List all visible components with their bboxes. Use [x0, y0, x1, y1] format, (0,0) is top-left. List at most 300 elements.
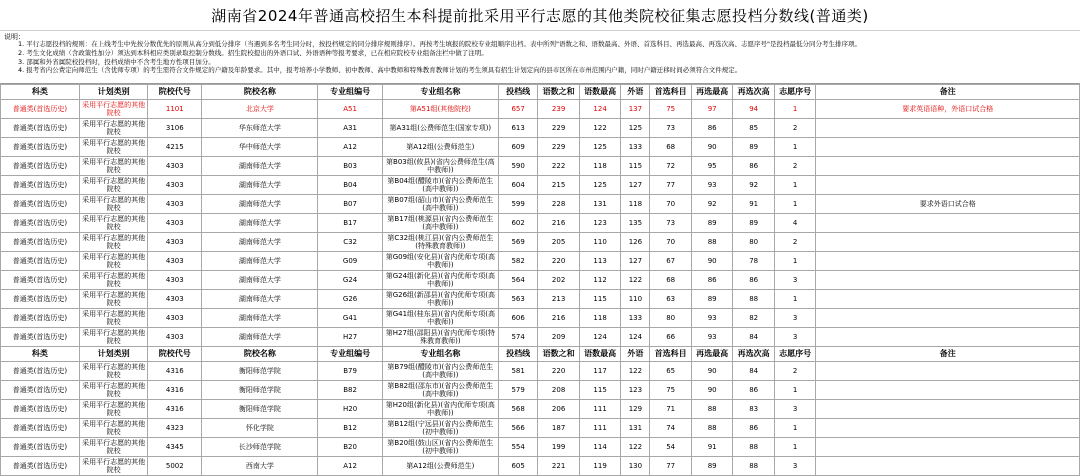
cell-group-no: G24: [318, 271, 382, 290]
cell-shouxuan: 75: [650, 381, 692, 400]
cell-xuhao: 2: [774, 362, 816, 381]
column-header: 院校名称: [202, 347, 318, 362]
cell-zaixuan-second: 94: [733, 100, 775, 119]
cell-yushu-sum: 206: [538, 400, 580, 419]
cell-score: 581: [498, 362, 537, 381]
cell-shouxuan: 54: [650, 438, 692, 457]
cell-zaixuan-second: 92: [733, 176, 775, 195]
cell-zaixuan-max: 86: [691, 119, 733, 138]
cell-kelei: 普通类(首选历史): [1, 214, 80, 233]
cell-group-name: 第A12组(公费师范生): [382, 457, 498, 476]
cell-score: 605: [498, 457, 537, 476]
column-header: 计划类别: [79, 347, 147, 362]
cell-plan-type: 采用平行志愿的其他院校: [79, 362, 147, 381]
cell-school-code: 1101: [148, 100, 202, 119]
cell-school-name: 湖南师范大学: [202, 176, 318, 195]
cell-zaixuan-max: 86: [691, 271, 733, 290]
cell-school-code: 4303: [148, 233, 202, 252]
cell-zaixuan-second: 83: [733, 400, 775, 419]
cell-waiyu: 123: [621, 381, 650, 400]
cell-note: [816, 381, 1080, 400]
cell-xuhao: 3: [774, 457, 816, 476]
cell-zaixuan-max: 89: [691, 214, 733, 233]
cell-waiyu: 122: [621, 271, 650, 290]
cell-group-no: B17: [318, 214, 382, 233]
cell-shouxuan: 67: [650, 252, 692, 271]
cell-yushu-sum: 228: [538, 195, 580, 214]
column-header: 志愿序号: [774, 85, 816, 100]
cell-group-no: B03: [318, 157, 382, 176]
cell-school-code: 4303: [148, 252, 202, 271]
cell-zaixuan-max: 90: [691, 381, 733, 400]
cell-xuhao: 1: [774, 100, 816, 119]
cell-yushu-sum: 229: [538, 138, 580, 157]
cell-yushu-sum: 202: [538, 271, 580, 290]
cell-zaixuan-second: 86: [733, 381, 775, 400]
column-header: 专业组编号: [318, 85, 382, 100]
cell-xuhao: 3: [774, 309, 816, 328]
column-header: 再选最高: [691, 85, 733, 100]
cell-group-no: A31: [318, 119, 382, 138]
cell-yushu-sum: 187: [538, 419, 580, 438]
cell-zaixuan-second: 78: [733, 252, 775, 271]
cell-zaixuan-second: 86: [733, 271, 775, 290]
cell-school-code: 4316: [148, 362, 202, 381]
cell-shouxuan: 70: [650, 233, 692, 252]
column-header: 语数之和: [538, 85, 580, 100]
cell-note: [816, 138, 1080, 157]
cell-zaixuan-second: 85: [733, 119, 775, 138]
cell-school-name: 湖南师范大学: [202, 157, 318, 176]
cell-group-name: 第B04组(醴陵市)(省内公费师范生(高中教师)): [382, 176, 498, 195]
cell-waiyu: 122: [621, 438, 650, 457]
cell-yushu-max: 115: [579, 290, 621, 309]
cell-school-code: 4303: [148, 157, 202, 176]
cell-xuhao: 3: [774, 328, 816, 347]
cell-note: [816, 119, 1080, 138]
cell-shouxuan: 63: [650, 290, 692, 309]
cell-score: 574: [498, 328, 537, 347]
table-row: [1, 119, 1080, 138]
cell-zaixuan-second: 80: [733, 233, 775, 252]
cell-school-name: 衡阳师范学院: [202, 362, 318, 381]
cell-school-code: 4345: [148, 438, 202, 457]
cell-yushu-max: 113: [579, 252, 621, 271]
table-row: [1, 328, 1080, 347]
cell-group-no: G09: [318, 252, 382, 271]
cell-yushu-max: 124: [579, 328, 621, 347]
cell-note: [816, 309, 1080, 328]
cell-kelei: 普通类(首选历史): [1, 400, 80, 419]
column-header: 再选最高: [691, 347, 733, 362]
cell-yushu-sum: 208: [538, 381, 580, 400]
cell-plan-type: 采用平行志愿的其他院校: [79, 328, 147, 347]
cell-xuhao: 3: [774, 271, 816, 290]
cell-xuhao: 1: [774, 290, 816, 309]
cell-school-code: 4215: [148, 138, 202, 157]
cell-school-name: 长沙师范学院: [202, 438, 318, 457]
cell-zaixuan-max: 90: [691, 362, 733, 381]
cell-school-name: 湖南师范大学: [202, 252, 318, 271]
cell-plan-type: 采用平行志愿的其他院校: [79, 100, 147, 119]
cell-xuhao: 4: [774, 214, 816, 233]
cell-kelei: 普通类(首选历史): [1, 271, 80, 290]
cell-school-name: 湖南师范大学: [202, 195, 318, 214]
cell-school-name: 北京大学: [202, 100, 318, 119]
cell-zaixuan-max: 97: [691, 100, 733, 119]
cell-score: 599: [498, 195, 537, 214]
column-header: 外语: [621, 347, 650, 362]
cell-zaixuan-max: 95: [691, 157, 733, 176]
cell-school-name: 湖南师范大学: [202, 233, 318, 252]
cell-zaixuan-max: 90: [691, 252, 733, 271]
cell-plan-type: 采用平行志愿的其他院校: [79, 309, 147, 328]
cell-zaixuan-max: 92: [691, 195, 733, 214]
cell-school-code: 3106: [148, 119, 202, 138]
cell-waiyu: 137: [621, 100, 650, 119]
table-row: [1, 438, 1080, 457]
table-row: [1, 214, 1080, 233]
cell-xuhao: 2: [774, 119, 816, 138]
notes-section: [0, 31, 1080, 84]
cell-yushu-sum: 199: [538, 438, 580, 457]
cell-kelei: 普通类(首选历史): [1, 328, 80, 347]
cell-kelei: 普通类(首选历史): [1, 309, 80, 328]
cell-kelei: 普通类(首选历史): [1, 290, 80, 309]
cell-score: 613: [498, 119, 537, 138]
cell-shouxuan: 77: [650, 176, 692, 195]
cell-group-name: 第H20组(新化县)(省内优师专项(高中教师)): [382, 400, 498, 419]
cell-score: 609: [498, 138, 537, 157]
cell-group-name: 第A12组(公费师范生): [382, 138, 498, 157]
note-line: 1. 平行志愿投档的规则：在上线考生中先按分数优先的原则从高分到低分排序（当遇到多名考生同分时，按投档规定的同分排序规则排序）。再按考生填报的院校专业组顺序出档。表中所列"语数之和、语数最高、外语、首选科目、再选最高、再选次高、志愿序号"是投档最低分同分考生排序项。: [18, 40, 861, 48]
cell-score: 554: [498, 438, 537, 457]
cell-waiyu: 110: [621, 290, 650, 309]
cell-plan-type: 采用平行志愿的其他院校: [79, 419, 147, 438]
cell-kelei: 普通类(首选历史): [1, 457, 80, 476]
notes-lines: [18, 40, 1076, 75]
cell-group-no: G26: [318, 290, 382, 309]
cell-zaixuan-second: 89: [733, 138, 775, 157]
cell-waiyu: 122: [621, 362, 650, 381]
cell-plan-type: 采用平行志愿的其他院校: [79, 438, 147, 457]
cell-school-code: 4303: [148, 271, 202, 290]
cell-yushu-max: 118: [579, 309, 621, 328]
cell-school-code: 4303: [148, 290, 202, 309]
cell-zaixuan-max: 89: [691, 290, 733, 309]
cell-xuhao: 1: [774, 195, 816, 214]
cell-note: [816, 419, 1080, 438]
cell-note: [816, 157, 1080, 176]
cell-yushu-max: 117: [579, 362, 621, 381]
table-row: [1, 100, 1080, 119]
cell-group-no: B82: [318, 381, 382, 400]
cell-score: 606: [498, 309, 537, 328]
cell-group-name: 第C32组(桃江县)(省内公费师范生(特殊教育教师)): [382, 233, 498, 252]
cell-note: [816, 233, 1080, 252]
column-header: 语数最高: [579, 347, 621, 362]
cell-zaixuan-second: 86: [733, 419, 775, 438]
cell-yushu-sum: 220: [538, 252, 580, 271]
cell-zaixuan-second: 84: [733, 362, 775, 381]
cell-zaixuan-second: 89: [733, 214, 775, 233]
column-header: 再选次高: [733, 347, 775, 362]
cell-shouxuan: 73: [650, 119, 692, 138]
cell-plan-type: 采用平行志愿的其他院校: [79, 195, 147, 214]
cell-yushu-max: 131: [579, 195, 621, 214]
cell-note: [816, 328, 1080, 347]
cell-score: 563: [498, 290, 537, 309]
column-header: 专业组名称: [382, 347, 498, 362]
column-header: 专业组编号: [318, 347, 382, 362]
cell-note: 要求英语语种，外语口试合格: [816, 100, 1080, 119]
cell-note: [816, 438, 1080, 457]
cell-plan-type: 采用平行志愿的其他院校: [79, 252, 147, 271]
cell-plan-type: 采用平行志愿的其他院校: [79, 157, 147, 176]
cell-zaixuan-max: 93: [691, 309, 733, 328]
cell-yushu-max: 110: [579, 233, 621, 252]
cell-kelei: 普通类(首选历史): [1, 195, 80, 214]
cell-group-no: H20: [318, 400, 382, 419]
cell-group-no: G41: [318, 309, 382, 328]
cell-zaixuan-second: 88: [733, 438, 775, 457]
cell-school-code: 5002: [148, 457, 202, 476]
cell-plan-type: 采用平行志愿的其他院校: [79, 400, 147, 419]
cell-school-code: 4316: [148, 381, 202, 400]
cell-shouxuan: 80: [650, 309, 692, 328]
cell-plan-type: 采用平行志愿的其他院校: [79, 214, 147, 233]
column-header: 科类: [1, 85, 80, 100]
cell-zaixuan-max: 88: [691, 400, 733, 419]
cell-kelei: 普通类(首选历史): [1, 138, 80, 157]
cell-group-name: 第B03组(攸县)(省内公费师范生(高中教师)): [382, 157, 498, 176]
cell-xuhao: 1: [774, 176, 816, 195]
cell-note: [816, 362, 1080, 381]
cell-xuhao: 1: [774, 252, 816, 271]
column-header: 院校名称: [202, 85, 318, 100]
cell-zaixuan-max: 88: [691, 233, 733, 252]
cell-shouxuan: 70: [650, 195, 692, 214]
column-header: 院校代号: [148, 347, 202, 362]
cell-yushu-max: 125: [579, 138, 621, 157]
cell-group-name: 第H27组(邵阳县)(省内优师专项(特殊教育教师)): [382, 328, 498, 347]
cell-kelei: 普通类(首选历史): [1, 438, 80, 457]
cell-school-name: 湖南师范大学: [202, 290, 318, 309]
cell-score: 604: [498, 176, 537, 195]
cell-note: [816, 290, 1080, 309]
table-row: [1, 233, 1080, 252]
cell-kelei: 普通类(首选历史): [1, 100, 80, 119]
table-row: [1, 271, 1080, 290]
cell-shouxuan: 73: [650, 214, 692, 233]
table-header-row: [1, 347, 1080, 362]
cell-zaixuan-max: 91: [691, 438, 733, 457]
cell-yushu-sum: 213: [538, 290, 580, 309]
cell-yushu-max: 114: [579, 438, 621, 457]
note-line: 2. 考生文化成绩（含政策性加分）须达到本科相应类别录取控制分数线。招生院校提出的外语口试、外语语种等报考要求，已在相应院校专业组备注栏中做了注明。: [18, 48, 488, 57]
column-header: 专业组名称: [382, 85, 498, 100]
cell-group-name: 第B17组(桃源县)(省内公费师范生(高中教师)): [382, 214, 498, 233]
cell-yushu-sum: 215: [538, 176, 580, 195]
cell-kelei: 普通类(首选历史): [1, 157, 80, 176]
cell-score: 568: [498, 400, 537, 419]
cell-shouxuan: 74: [650, 419, 692, 438]
cell-yushu-max: 111: [579, 419, 621, 438]
cell-kelei: 普通类(首选历史): [1, 252, 80, 271]
column-header: 语数最高: [579, 85, 621, 100]
cell-yushu-max: 122: [579, 119, 621, 138]
table-row: [1, 419, 1080, 438]
table-row: [1, 362, 1080, 381]
cell-zaixuan-max: 93: [691, 328, 733, 347]
cell-shouxuan: 71: [650, 400, 692, 419]
cell-yushu-max: 123: [579, 214, 621, 233]
cell-yushu-sum: 221: [538, 457, 580, 476]
column-header: 外语: [621, 85, 650, 100]
cell-note: [816, 176, 1080, 195]
cell-note: [816, 214, 1080, 233]
cell-zaixuan-second: 91: [733, 195, 775, 214]
cell-note: [816, 457, 1080, 476]
cell-zaixuan-max: 90: [691, 138, 733, 157]
cell-yushu-max: 118: [579, 157, 621, 176]
cell-score: 564: [498, 271, 537, 290]
column-header: 计划类别: [79, 85, 147, 100]
table-row: [1, 290, 1080, 309]
cell-zaixuan-second: 88: [733, 290, 775, 309]
cell-school-code: 4303: [148, 328, 202, 347]
cell-shouxuan: 68: [650, 271, 692, 290]
cell-group-name: 第A51组(其他院校): [382, 100, 498, 119]
cell-shouxuan: 66: [650, 328, 692, 347]
cell-xuhao: 1: [774, 438, 816, 457]
cell-yushu-max: 125: [579, 176, 621, 195]
note-line: 4. 报考省内公费定向师范生（含优师专项）的考生需符合文件规定的户籍及年龄要求。其中，报考培养小学教师、初中教师、高中教师和特殊教育教师计划的考生须具有招生计划定向的县市区所在市州范围内户籍，同时户籍迁移时间必须符合文件规定。: [18, 66, 742, 75]
cell-zaixuan-second: 88: [733, 457, 775, 476]
cell-school-name: 衡阳师范学院: [202, 400, 318, 419]
cell-yushu-sum: 220: [538, 362, 580, 381]
cell-group-name: 第B07组(韶山市)(省内公费师范生(高中教师)): [382, 195, 498, 214]
cell-group-no: B04: [318, 176, 382, 195]
cell-school-code: 4303: [148, 176, 202, 195]
cell-waiyu: 118: [621, 195, 650, 214]
cell-school-name: 湖南师范大学: [202, 214, 318, 233]
table-row: [1, 457, 1080, 476]
cell-shouxuan: 65: [650, 362, 692, 381]
cell-group-no: A12: [318, 138, 382, 157]
cell-school-code: 4323: [148, 419, 202, 438]
cell-school-code: 4303: [148, 195, 202, 214]
cell-plan-type: 采用平行志愿的其他院校: [79, 290, 147, 309]
cell-waiyu: 126: [621, 233, 650, 252]
cell-waiyu: 115: [621, 157, 650, 176]
cell-group-name: 第B20组(鼓山区)(省内公费师范生(初中教师)): [382, 438, 498, 457]
cell-waiyu: 131: [621, 419, 650, 438]
cell-waiyu: 125: [621, 119, 650, 138]
cell-yushu-sum: 222: [538, 157, 580, 176]
cell-school-name: 湖南师范大学: [202, 309, 318, 328]
cell-plan-type: 采用平行志愿的其他院校: [79, 457, 147, 476]
cell-group-name: 第G09组(安化县)(省内优师专项(高中教师)): [382, 252, 498, 271]
sheet-title: 湖南省2024年普通高校招生本科提前批采用平行志愿的其他类院校征集志愿投档分数线(普通类): [0, 0, 1080, 31]
cell-waiyu: 133: [621, 138, 650, 157]
table-row: [1, 252, 1080, 271]
cell-score: 602: [498, 214, 537, 233]
cell-score: 582: [498, 252, 537, 271]
cell-group-no: C32: [318, 233, 382, 252]
cell-school-name: 湖南师范大学: [202, 328, 318, 347]
cell-shouxuan: 72: [650, 157, 692, 176]
cell-yushu-max: 115: [579, 381, 621, 400]
cell-kelei: 普通类(首选历史): [1, 176, 80, 195]
cell-xuhao: 2: [774, 233, 816, 252]
table-row: [1, 176, 1080, 195]
cell-school-name: 湖南师范大学: [202, 271, 318, 290]
cell-school-name: 华东师范大学: [202, 119, 318, 138]
cell-score: 590: [498, 157, 537, 176]
cell-yushu-sum: 216: [538, 309, 580, 328]
table-row: [1, 309, 1080, 328]
table-row: [1, 400, 1080, 419]
cell-waiyu: 135: [621, 214, 650, 233]
cell-yushu-sum: 216: [538, 214, 580, 233]
cell-zaixuan-second: 82: [733, 309, 775, 328]
cell-kelei: 普通类(首选历史): [1, 233, 80, 252]
cell-note: [816, 400, 1080, 419]
cell-shouxuan: 68: [650, 138, 692, 157]
cell-plan-type: 采用平行志愿的其他院校: [79, 271, 147, 290]
cell-zaixuan-max: 89: [691, 457, 733, 476]
note-line: 3. 部属和外省属院校投档时，投档成绩中不含考生地方性项目加分。: [18, 57, 215, 66]
cell-kelei: 普通类(首选历史): [1, 419, 80, 438]
cell-score: 579: [498, 381, 537, 400]
cell-group-no: B07: [318, 195, 382, 214]
cell-waiyu: 127: [621, 252, 650, 271]
cell-yushu-sum: 229: [538, 119, 580, 138]
cell-score: 657: [498, 100, 537, 119]
cell-zaixuan-second: 84: [733, 328, 775, 347]
cell-plan-type: 采用平行志愿的其他院校: [79, 138, 147, 157]
cell-school-name: 怀化学院: [202, 419, 318, 438]
cell-plan-type: 采用平行志愿的其他院校: [79, 176, 147, 195]
cell-school-code: 4303: [148, 214, 202, 233]
cell-yushu-sum: 205: [538, 233, 580, 252]
column-header: 首选科目: [650, 347, 692, 362]
cell-group-no: H27: [318, 328, 382, 347]
cell-zaixuan-max: 93: [691, 176, 733, 195]
cell-group-no: B20: [318, 438, 382, 457]
column-header: 投档线: [498, 85, 537, 100]
column-header: 首选科目: [650, 85, 692, 100]
column-header: 语数之和: [538, 347, 580, 362]
cell-yushu-max: 124: [579, 100, 621, 119]
cell-waiyu: 124: [621, 328, 650, 347]
cell-group-no: B79: [318, 362, 382, 381]
column-header: 再选次高: [733, 85, 775, 100]
cell-group-name: 第A31组(公费师范生(国家专项)): [382, 119, 498, 138]
cell-note: [816, 252, 1080, 271]
cell-kelei: 普通类(首选历史): [1, 362, 80, 381]
cell-xuhao: 1: [774, 381, 816, 400]
table-header-row: [1, 85, 1080, 100]
cell-plan-type: 采用平行志愿的其他院校: [79, 119, 147, 138]
cell-yushu-max: 119: [579, 457, 621, 476]
cell-group-no: A12: [318, 457, 382, 476]
cell-group-name: 第B12组(宁远县)(省内公费师范生(初中教师)): [382, 419, 498, 438]
score-table: [0, 84, 1080, 476]
cell-group-name: 第B79组(醴陵市)(省内公费师范生(高中教师)): [382, 362, 498, 381]
cell-xuhao: 1: [774, 419, 816, 438]
